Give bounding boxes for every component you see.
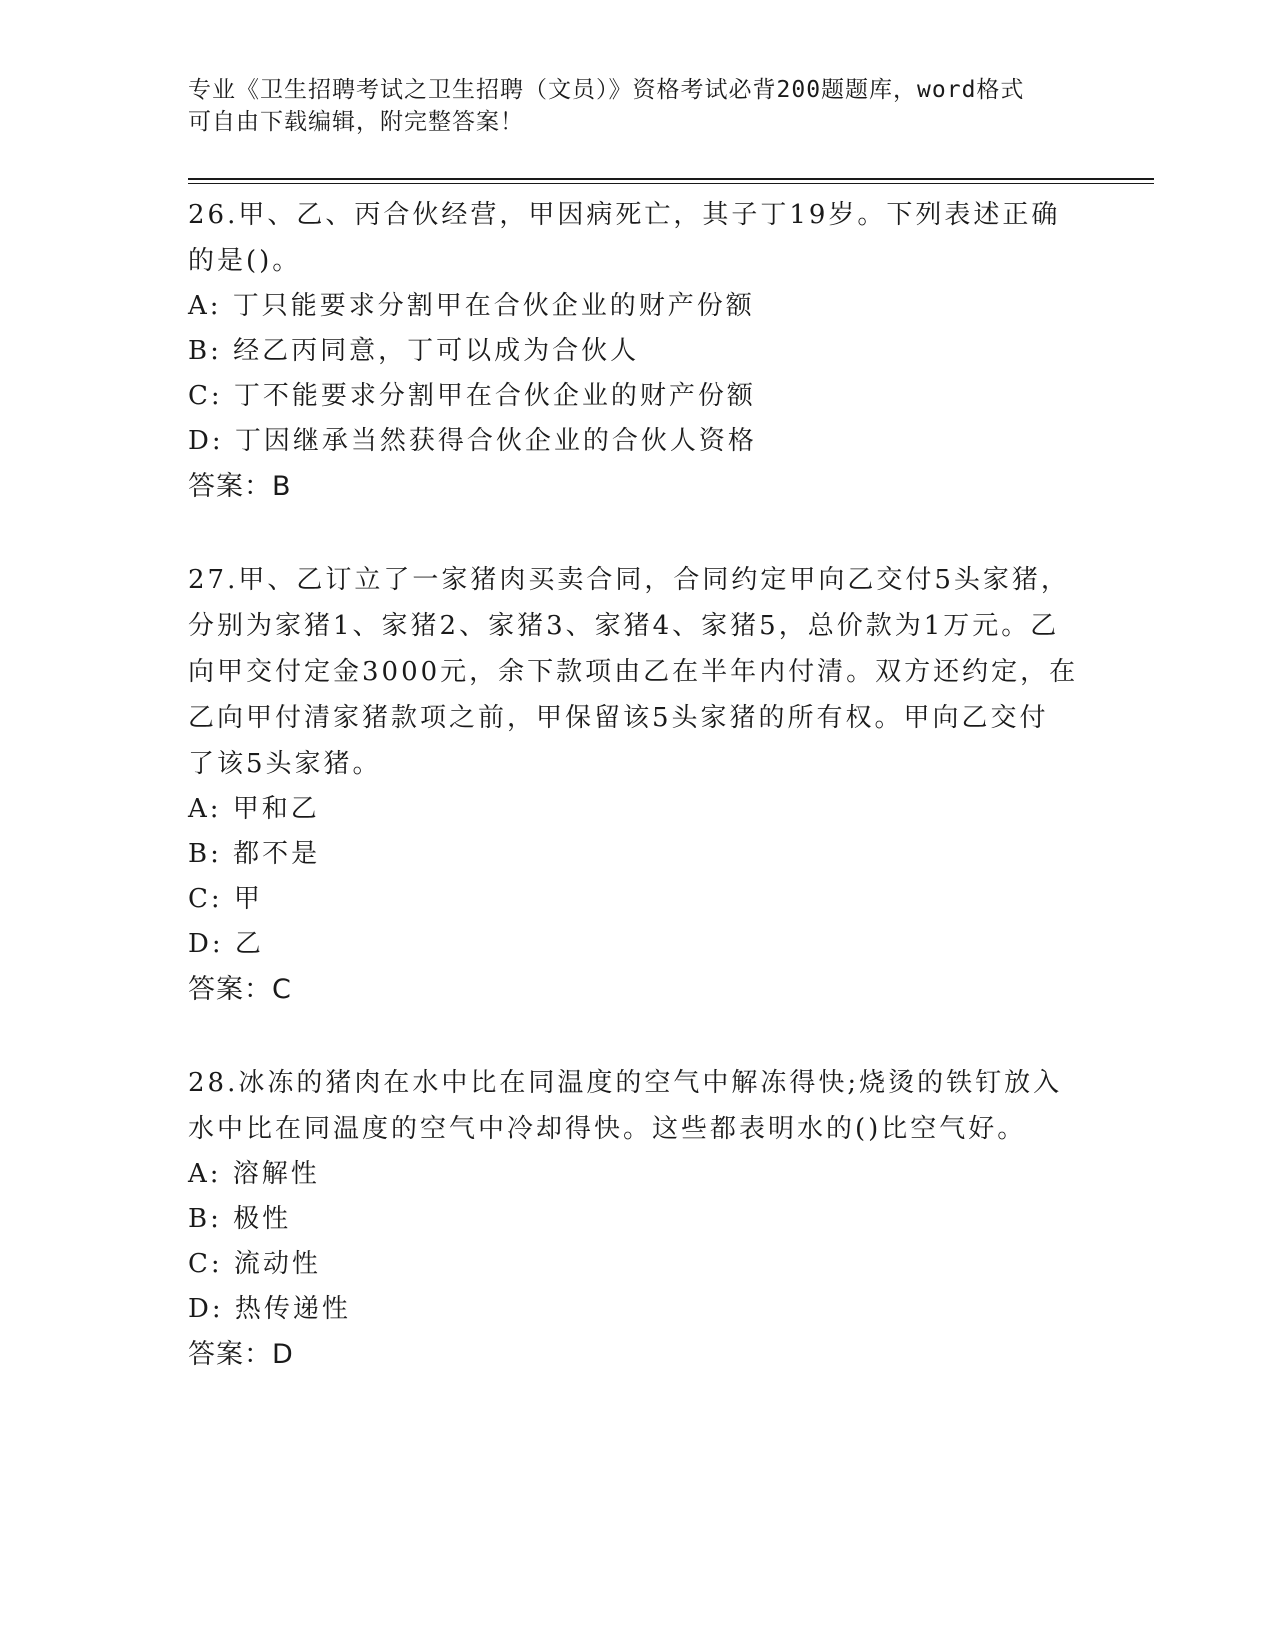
option-a: A: 丁只能要求分割甲在合伙企业的财产份额 xyxy=(188,291,755,321)
document-header xyxy=(188,74,1088,138)
option-d: D: 热传递性 xyxy=(188,1294,351,1324)
question-28 xyxy=(188,1060,1088,1378)
question-stem-line: 26.甲、乙、丙合伙经营，甲因病死亡，其子丁19岁。下列表述正确 xyxy=(188,200,1061,230)
option-a: A: 溶解性 xyxy=(188,1159,320,1189)
option-c: C: 流动性 xyxy=(188,1249,321,1279)
option-a: A: 甲和乙 xyxy=(188,794,320,824)
question-stem-line: 向甲交付定金3000元，余下款项由乙在半年内付清。双方还约定，在 xyxy=(188,657,1079,687)
question-stem-line: 28.冰冻的猪肉在水中比在同温度的空气中解冻得快;烧烫的铁钉放入 xyxy=(188,1068,1063,1098)
header-divider-thin xyxy=(188,183,1154,184)
answer-label: 答案：D xyxy=(188,1339,294,1370)
question-stem-line: 的是()。 xyxy=(188,246,302,276)
question-26 xyxy=(188,192,1088,510)
option-d: D: 丁因继承当然获得合伙企业的合伙人资格 xyxy=(188,426,757,456)
header-line: 专业《卫生招聘考试之卫生招聘（文员）》资格考试必背200题题库，word格式 xyxy=(188,77,1025,103)
question-stem-line: 27.甲、乙订立了一家猪肉买卖合同，合同约定甲向乙交付5头家猪， xyxy=(188,565,1070,595)
question-list xyxy=(188,192,1088,1425)
option-d: D: 乙 xyxy=(188,929,264,959)
answer-label: 答案：B xyxy=(188,471,292,502)
question-27 xyxy=(188,557,1088,1013)
question-stem-line: 了该5头家猪。 xyxy=(188,749,382,779)
option-c: C: 丁不能要求分割甲在合伙企业的财产份额 xyxy=(188,381,756,411)
option-b: B: 经乙丙同意，丁可以成为合伙人 xyxy=(188,336,640,366)
header-divider-thick xyxy=(188,178,1154,180)
answer-label: 答案：C xyxy=(188,974,292,1005)
header-line: 可自由下载编辑，附完整答案！ xyxy=(188,109,524,135)
option-b: B: 极性 xyxy=(188,1204,292,1234)
question-stem-line: 分别为家猪1、家猪2、家猪3、家猪4、家猪5，总价款为1万元。乙 xyxy=(188,611,1060,641)
question-stem-line: 乙向甲付清家猪款项之前，甲保留该5头家猪的所有权。甲向乙交付 xyxy=(188,703,1049,733)
question-stem-line: 水中比在同温度的空气中冷却得快。这些都表明水的()比空气好。 xyxy=(188,1114,1027,1144)
option-b: B: 都不是 xyxy=(188,839,321,869)
option-c: C: 甲 xyxy=(188,884,263,914)
